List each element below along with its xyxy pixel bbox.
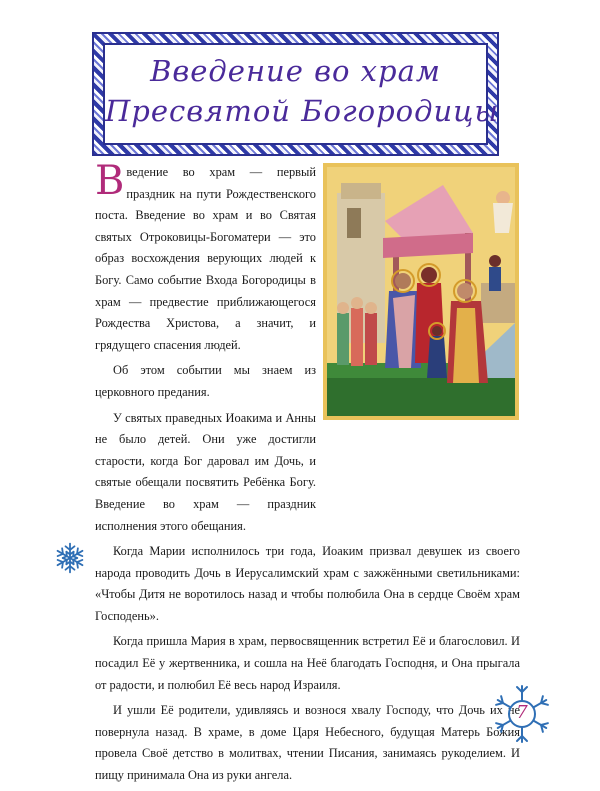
paragraph-2: Об этом событии мы знаем из церковного предания. (95, 363, 316, 399)
paragraph-3-text: У святых праведных Иоакима и Анны не было детей. Они уже достигли старости, когда Бог даровал им Дочь, и святые обещали посвятить Ребёнка Богу. Введение во храм — праздник исполнения этого обещания. (95, 410, 316, 533)
title-line-2: Пресвятой Богородицы (105, 94, 500, 128)
page-number-badge (490, 682, 554, 746)
drop-cap: В (95, 158, 125, 204)
title-frame (93, 33, 498, 155)
paragraph-5: Когда пришла Мария в храм, первосвященник встретил Её и благословил. И посадил Её у жертвенника, и сошла на Неё благодать Господня, и Она прыгала от радости, и полюбил Её весь народ Израиля. (95, 634, 520, 692)
page-number: 7 (516, 702, 528, 723)
paragraph-3 (95, 408, 316, 538)
page-title (105, 51, 500, 131)
snowflake-icon (52, 540, 88, 576)
paragraph-6: И ушли Её родители, удивляясь и вознося хвалу Господу, что Дочь их не повернула назад. В храме, в доме Царя Небесного, будущая Матерь Божия провела Своё детство в молитвах, чтении Писания, занимаясь рукоделием. И пищу принимала Она из руки ангела. (95, 703, 520, 783)
wrapped-column (95, 158, 316, 404)
article-body (95, 158, 520, 791)
paragraph-1-text: ведение во храм — первый праздник на пути Рождественского поста. Введение во храм и во Святая святых Отроковицы-Богоматери — это образ восхождения верующих людей к Богу. Само событие Входа Богородицы в храм — предвестие приближающегося Рождества Христова, а значит, и грядущего спасения людей. (95, 165, 316, 352)
paragraph-1 (95, 158, 316, 356)
paragraph-4: Когда Марии исполнилось три года, Иоаким призвал девушек из своего народа проводить Дочь в Иерусалимский храм с зажжёнными светильниками: «Чтобы Дитя не воротилось назад и чтобы полюбила Она в сердце Своём храм Господень». (95, 544, 520, 623)
title-line-1: Введение во храм (150, 54, 441, 88)
